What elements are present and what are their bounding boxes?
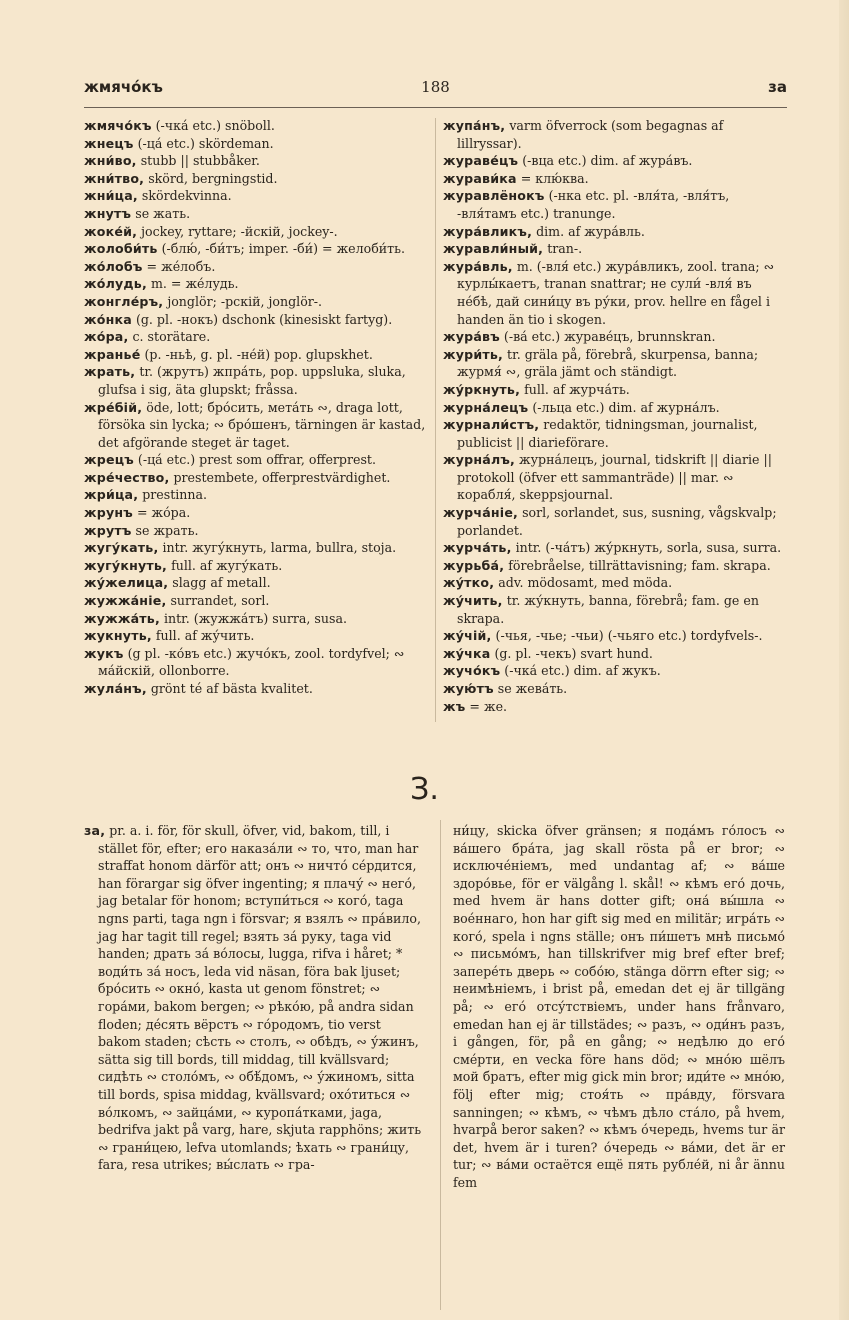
entry-definition: intr. (-ча́тъ) жу́ркнуть, sorla, susa, surra.	[515, 540, 782, 556]
dictionary-entry	[84, 187, 426, 205]
entry-definition: sorl, sorlandet, sus, susning, vågskvalp; porlandet.	[457, 505, 777, 538]
running-head	[84, 76, 787, 98]
column-divider-bottom	[440, 820, 441, 1310]
dictionary-entry	[443, 627, 785, 645]
entry-definition: intr. (жужжа́тъ) surra, susa.	[163, 610, 347, 626]
dictionary-entry	[84, 328, 426, 346]
entry-definition: = же́лобъ.	[146, 258, 216, 274]
entry-definition: (g pl. -ко́въ etc.) жучо́къ, zool. tordyfvel; ∾ ма́йскій, ollonborre.	[98, 645, 405, 679]
header-guide-word-left: жмячо́къ	[84, 78, 163, 96]
dictionary-entry	[84, 574, 426, 592]
entry-definition: redaktör, tidningsman, journalist, publicist || diarieförare.	[457, 417, 758, 450]
za-entry-column-left	[84, 822, 426, 1174]
entry-headword: жу́чка	[443, 645, 491, 661]
dictionary-column-right	[443, 117, 785, 715]
entry-headword: жрецъ	[84, 452, 134, 468]
entry-headword: жура́въ	[443, 329, 500, 345]
entry-headword: жре́бій,	[84, 399, 143, 415]
entry-headword: жре́чество,	[84, 469, 170, 485]
entry-definition: pr. a. i. för, för skull, öfver, vid, bakom, till, i stället för, efter; его наказа́ли ∾ то, что, man har straffat honom därför att; онъ ∾ ничто́ се́рдится, han förargar sig öfver ingenting; я плачу́ ∾ него́, jag betalar för honom; вступи́ться ∾ кого́, taga ngns parti, taga ngn i försvar; я взялъ ∾ пра́вило, jag har tagit till regel; взять за́ руку, taga vid handen; драть за́ во́лосы, lugga, rifva i håret; * води́ть за́ носъ, leda vid näsan, föra bak ljuset; бро́сить ∾ окно́, kasta ut genom fönstret; ∾ гора́ми, bakom bergen; ∾ рѣко́ю, på andra sidan floden; де́сять вёрстъ ∾ го́родомъ, tio verst bakom staden; сѣсть ∾ столъ, ∾ обѣдъ, ∾ у́жинъ, sätta sig till bords, till middag, till kvällsvard; сидѣть ∾ столо́мъ, ∾ обѣ́домъ, ∾ у́жиномъ, sitta till bords, spisa middag, kvällsvard; охо́титься ∾ во́лкомъ, ∾ зайца́ми, ∾ куропа́тками, jaga, bedrifva jakt på varg, hare, skjuta rapphöns; жить ∾ грани́цею, lefva utomlands; ѣхать ∾ грани́цу, fara, resa utrikes; вы́слать ∾ гра-	[98, 823, 422, 1173]
dictionary-entry	[443, 381, 785, 399]
dictionary-entry	[84, 539, 426, 557]
dictionary-entry	[84, 170, 426, 188]
entry-definition: tr. gräla på, förebrå, skurpensa, banna; журмя́ ∾, gräla jämt och ständigt.	[457, 346, 759, 380]
entry-definition: skördekvinna.	[141, 188, 232, 204]
dictionary-entry	[443, 680, 785, 698]
dictionary-entry	[84, 205, 426, 223]
dictionary-entry	[443, 451, 785, 504]
dictionary-entry	[84, 592, 426, 610]
entry-headword: жонгле́ръ,	[84, 293, 164, 309]
entry-definition: grönt té af bästa kvalitet.	[150, 681, 313, 696]
entry-definition: dim. af жура́вль.	[536, 223, 645, 239]
dictionary-column-left	[84, 117, 426, 698]
entry-definition: tr. жу́кнуть, banna, förebrå; fam. ge en skrapa.	[457, 593, 759, 626]
header-rule	[84, 107, 787, 108]
entry-definition: (-ва́ etc.) жураве́цъ, brunnskran.	[503, 329, 716, 345]
entry-headword: жугу́кнуть,	[84, 557, 168, 573]
entry-headword: жо́нка	[84, 311, 132, 327]
entry-definition: slagg af metall.	[172, 575, 271, 591]
entry-headword: жучо́къ	[443, 663, 501, 679]
entry-definition: m. (-вля́ etc.) жура́вликъ, zool. trana; ∾ курлы́каетъ, tranan snattrar; не сули́ -вля́ въ не́бѣ, дай сини́цу въ ру́ки, prov. hellre en fågel i handen än tio i skogen.	[457, 258, 775, 327]
entry-headword: жмячо́къ	[84, 118, 152, 133]
za-entry-column-right	[453, 822, 785, 1191]
entry-headword: жрунъ	[84, 505, 133, 521]
section-letter-heading: З.	[410, 772, 439, 807]
entry-headword: жупа́нъ,	[443, 118, 506, 133]
dictionary-entry	[443, 698, 785, 716]
entry-definition: prestinna.	[142, 487, 208, 503]
entry-headword: жураве́цъ	[443, 153, 519, 169]
dictionary-entry	[84, 293, 426, 311]
dictionary-entry	[443, 258, 785, 328]
entry-headword: жула́нъ,	[84, 681, 147, 696]
entry-definition: se жать.	[135, 205, 191, 221]
entry-definition: se жрать.	[135, 522, 199, 538]
entry-definition: (-чья, -чье; -чьи) (-чьяго etc.) tordyfvels-.	[495, 628, 763, 644]
entry-headword: жу́чить,	[443, 593, 503, 609]
entry-definition: intr. жугу́кнуть, larma, bullra, stoja.	[162, 540, 397, 556]
entry-headword: журна́лецъ	[443, 399, 529, 415]
entry-headword: жую́тъ	[443, 681, 494, 696]
entry-headword: жо́ра,	[84, 329, 129, 345]
entry-definition: = клю́ква.	[520, 170, 589, 186]
dictionary-entry	[84, 223, 426, 241]
entry-headword: жнецъ	[84, 135, 134, 151]
entry-headword: журьба́,	[443, 557, 505, 573]
page-number: 188	[421, 78, 450, 96]
entry-definition: jockey, ryttare; -йскій, jockey-.	[141, 223, 338, 239]
dictionary-entry	[84, 645, 426, 680]
entry-headword: за,	[84, 823, 106, 838]
entry-definition: = жо́ра.	[136, 505, 191, 521]
entry-definition: tr. (жрутъ) жпра́ть, pop. uppsluka, sluka, glufsa i sig, äta glupskt; fråssa.	[98, 364, 406, 397]
entry-headword: жолоби́ть	[84, 241, 158, 257]
dictionary-entry	[443, 240, 785, 258]
dictionary-entry	[84, 399, 426, 452]
entry-definition: (g. pl. -нокъ) dschonk (kinesiskt fartyg).	[135, 311, 393, 327]
entry-definition: c. storätare.	[132, 329, 211, 345]
entry-headword: журавли́ный,	[443, 241, 544, 257]
entry-headword: журави́ка	[443, 170, 517, 186]
dictionary-entry	[84, 117, 426, 135]
dictionary-entry	[84, 822, 426, 1174]
entry-headword: жо́лобъ	[84, 258, 143, 274]
dictionary-entry	[443, 117, 785, 152]
entry-definition: prestembete, offerprestvärdighet.	[173, 469, 391, 485]
entry-definition: full. af журча́ть.	[524, 381, 630, 397]
entry-definition: jonglör; -рскій, jonglör-.	[167, 293, 323, 309]
entry-headword: жнутъ	[84, 205, 132, 221]
entry-headword: жо́лудь,	[84, 276, 147, 292]
entry-definition: m. = же́лудь.	[150, 276, 239, 292]
dictionary-entry	[443, 557, 785, 575]
entry-headword: журавлёнокъ	[443, 188, 545, 204]
column-divider-top	[435, 118, 436, 722]
dictionary-entry	[443, 662, 785, 680]
entry-definition: (-чка́ etc.) snöboll.	[155, 118, 275, 133]
entry-definition: skörd, bergningstid.	[148, 170, 278, 186]
entry-definition: (-льца etc.) dim. af журна́лъ.	[532, 399, 720, 415]
entry-definition: öde, lott; бро́сить, мета́ть ∾, draga lott, försöka sin lycka; ∾ бро́шенъ, tärningen är kastad, det afgörande steget är taget.	[98, 399, 426, 450]
entry-definition: (-вца etc.) dim. af жура́въ.	[522, 153, 693, 169]
entry-definition: (-нка etc. pl. -вля́та, -вля́тъ, -вля́тамъ etc.) tranunge.	[457, 188, 730, 221]
entry-definition: (-ца́ etc.) prest som offrar, offerprest.	[137, 452, 376, 468]
dictionary-entry	[84, 522, 426, 540]
entry-headword: жура́вликъ,	[443, 223, 533, 239]
entry-headword: жу́ркнуть,	[443, 381, 521, 397]
dictionary-entry	[84, 240, 426, 258]
dictionary-entry	[84, 346, 426, 364]
entry-headword: жрутъ	[84, 522, 132, 538]
entry-headword: жни́ца,	[84, 188, 138, 204]
dictionary-entry	[84, 557, 426, 575]
entry-headword: жоке́й,	[84, 223, 138, 239]
dictionary-entry	[84, 311, 426, 329]
entry-definition: full. af жугу́кать.	[171, 557, 283, 573]
dictionary-entry	[443, 152, 785, 170]
entry-definition: full. af жу́чить.	[155, 628, 255, 644]
entry-definition: (-блю́, -би́тъ; imper. -би́) = желоби́ть.	[161, 241, 405, 257]
dictionary-entry	[443, 645, 785, 663]
dictionary-entry	[84, 627, 426, 645]
entry-headword: жранье́	[84, 346, 141, 362]
dictionary-entry	[443, 170, 785, 188]
entry-headword: жужжа́ніе,	[84, 593, 167, 609]
entry-headword: жъ	[443, 698, 466, 714]
entry-definition: se жева́ть.	[497, 681, 568, 696]
entry-headword: жукнуть,	[84, 628, 152, 644]
dictionary-entry	[84, 680, 426, 698]
dictionary-entry	[443, 328, 785, 346]
entry-headword: жни́во,	[84, 153, 137, 169]
dictionary-entry	[443, 592, 785, 627]
entry-headword: жукъ	[84, 645, 124, 661]
entry-definition: adv. mödosamt, med möda.	[498, 575, 673, 591]
dictionary-entry	[443, 539, 785, 557]
entry-headword: журча́ніе,	[443, 505, 519, 521]
header-guide-word-right: за	[768, 78, 787, 96]
dictionary-entry	[443, 416, 785, 451]
page-edge	[839, 0, 849, 1320]
entry-headword: жрать,	[84, 364, 136, 380]
entry-definition: (p. -ньѣ, g. pl. -не́й) pop. glupskhet.	[144, 346, 373, 362]
entry-definition: surrandet, sorl.	[170, 593, 270, 609]
entry-headword: жри́ца,	[84, 487, 139, 503]
entry-definition: stubb || stubbåker.	[140, 153, 260, 169]
entry-headword: жугу́кать,	[84, 540, 159, 556]
entry-headword: жури́ть,	[443, 346, 504, 362]
dictionary-entry	[84, 610, 426, 628]
dictionary-entry	[443, 504, 785, 539]
dictionary-entry	[443, 399, 785, 417]
entry-definition: ни́цу, skicka öfver gränsen; я пода́мъ го́лосъ ∾ ва́шего бра́та, jag skall rösta på er bror; ∾ исключе́ніемъ, med undantag af; ∾ ва́ше здоро́вье, för er välgång l. skål! ∾ кѣмъ его́ дочь, med hvem är hans dotter gift; она́ вы́шла ∾ вое́ннаго, hon har gift sig med en militär; игра́ть ∾ кого́, spela i ngns ställe; онъ пи́шетъ мнѣ письмо́ ∾ письмо́мъ, han tillskrifver mig bref efter bref; запере́ть дверь ∾ собо́ю, stänga dörrn efter sig; ∾ неимѣніемъ, i brist på, emedan det ej är tillgäng på; ∾ его́ отсу́тствіемъ, under hans frånvaro, emedan han ej är tillstädes; ∾ разъ, ∾ оди́нъ разъ, i gången, för, på en gång; ∾ недѣлю до его́ сме́рти, en vecka före hans död; ∾ мно́ю шёлъ мой братъ, efter mig gick min bror; иди́те ∾ мно́ю, följ efter mig; стоя́ть ∾ пра́вду, försvara sanningen; ∾ кѣмъ, ∾ чѣмъ дѣло ста́ло, på hvem, hvarpå beror saken? ∾ кѣмъ о́чередь, hvems tur är det, hvem är i turen? о́чередь ∾ ва́ми, det är er tur; ∾ ва́ми остаётся ещё пять рубле́й, ni år ännu fem	[453, 823, 785, 1190]
dictionary-entry	[84, 504, 426, 522]
dictionary-entry	[84, 152, 426, 170]
entry-headword: жужжа́ть,	[84, 610, 160, 626]
entry-headword: жу́чій,	[443, 628, 492, 644]
entry-definition: (-ца́ etc.) skördeman.	[137, 135, 274, 151]
dictionary-entry	[84, 469, 426, 487]
dictionary-entry	[84, 275, 426, 293]
dictionary-entry	[443, 187, 785, 222]
entry-headword: журча́ть,	[443, 540, 512, 556]
entry-headword: журнали́стъ,	[443, 417, 540, 433]
entry-definition: = же.	[469, 698, 508, 714]
entry-definition: varm öfverrock (som begagnas af lillryssar).	[457, 118, 724, 151]
dictionary-entry	[453, 822, 785, 1191]
dictionary-entry	[443, 223, 785, 241]
entry-definition: (-чка́ etc.) dim. af жукъ.	[504, 663, 661, 679]
entry-definition: (g. pl. -чекъ) svart hund.	[494, 645, 653, 661]
dictionary-entry	[443, 346, 785, 381]
entry-headword: жура́вль,	[443, 258, 513, 274]
entry-headword: жу́желица,	[84, 575, 169, 591]
dictionary-entry	[84, 135, 426, 153]
entry-definition: журна́лецъ, journal, tidskrift || diarie || protokoll (öfver ett sammanträde) || mar. ∾ корабля́, skeppsjournal.	[457, 452, 772, 503]
entry-headword: жу́тко,	[443, 575, 495, 591]
entry-definition: förebråelse, tillrättavisning; fam. skrapa.	[508, 557, 771, 573]
entry-definition: tran-.	[547, 241, 583, 257]
entry-headword: журна́лъ,	[443, 452, 516, 468]
dictionary-entry	[84, 451, 426, 469]
dictionary-entry	[84, 258, 426, 276]
entry-headword: жни́тво,	[84, 170, 145, 186]
dictionary-entry	[84, 486, 426, 504]
dictionary-entry	[84, 363, 426, 398]
dictionary-entry	[443, 574, 785, 592]
